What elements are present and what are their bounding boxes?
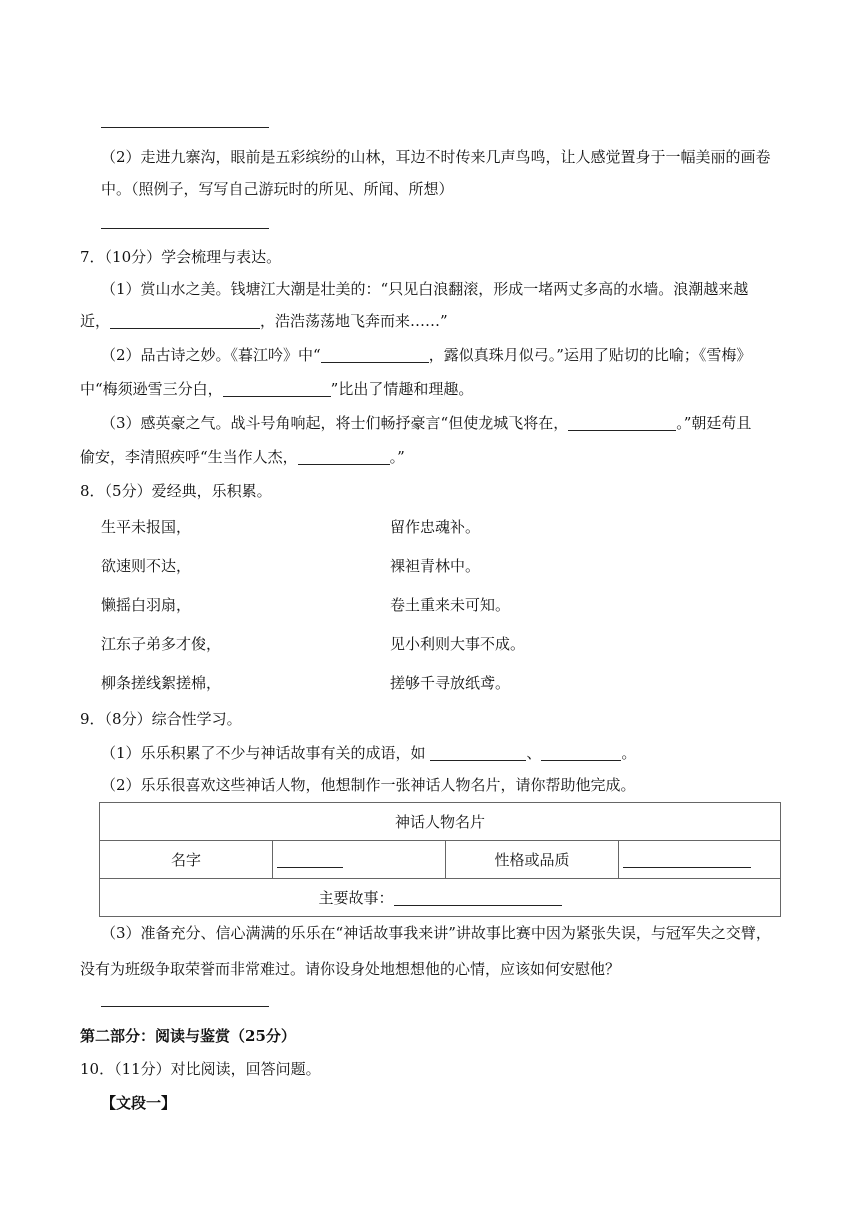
q10-section1: 【文段一】 [101,1094,177,1112]
card-title: 神话人物名片 [100,803,781,841]
q9-item1: （1）乐乐积累了不少与神话故事有关的成语，如 、 。 [101,744,637,762]
q10-header: 10．（11分）对比阅读，回答问题。 [80,1060,321,1078]
q9-item2: （2）乐乐很喜欢这些神话人物，他想制作一张神话人物名片，请你帮助他完成。 [101,776,636,794]
blank-q7-5[interactable] [298,448,390,465]
q8-left-2[interactable]: 懒摇白羽扇， [101,596,192,614]
q8-right-2[interactable]: 卷土重来未可知。 [390,596,511,614]
card-name-label: 名字 [100,841,273,879]
q9-item3-line2: 没有为班级争取荣誉而非常难过。请你设身处地想想他的心情，应该如何安慰他？ [80,960,621,978]
q6-item2-line2: 中。（照例子，写写自己游玩时的所见、所闻、所想） [101,180,454,198]
q8-left-3[interactable]: 江东子弟多才俊， [101,635,222,653]
blank-q7-1[interactable] [110,312,260,329]
q8-left-0[interactable]: 生平未报国， [101,518,192,536]
q8-left-1[interactable]: 欲速则不达， [101,557,192,575]
card-name-blank[interactable] [277,851,343,868]
myth-character-card [99,802,781,917]
q8-header: 8．（5分）爱经典，乐积累。 [80,482,272,500]
blank-q7-3[interactable] [223,380,331,397]
q9-item3-line1: （3）准备充分、信心满满的乐乐在“神话故事我来讲”讲故事比赛中因为紧张失误，与冠军失之交臂， [101,924,771,942]
q7-item3-line1: （3）感英豪之气。战斗号角响起，将士们畅抒豪言“但使龙城飞将在， 。”朝廷苟且 [101,414,752,432]
blank-q9-1[interactable] [430,744,526,761]
q7-item3-line2: 偷安，李清照疾呼“生当作人杰， 。” [80,448,405,466]
card-trait-label: 性格或品质 [446,841,619,879]
card-story-blank[interactable] [394,889,562,906]
answer-line-q9-3[interactable] [101,1005,269,1007]
card-trait-blank[interactable] [623,851,751,868]
q8-left-4[interactable]: 柳条搓线絮搓棉， [101,674,222,692]
q7-item2-line2: 中“梅须逊雪三分白， ”比出了情趣和理趣。 [80,380,474,398]
q7-item2-line1: （2）品古诗之妙。《暮江吟》中“ ，露似真珠月似弓。”运用了贴切的比喻；《雪梅》 [101,346,752,364]
q7-item1-line2: 近， ，浩浩荡荡地飞奔而来……” [80,312,448,330]
q7-item1-line1: （1）赏山水之美。钱塘江大潮是壮美的：“只见白浪翻滚，形成一堵两丈多高的水墙。浪潮越来越 [101,280,749,298]
card-trait-cell[interactable] [619,841,781,879]
q9-header: 9．（8分）综合性学习。 [80,710,242,728]
blank-q7-2[interactable] [321,346,429,363]
card-story-label: 主要故事： [318,889,394,907]
blank-q9-2[interactable] [541,744,621,761]
q7-header: 7．（10分）学会梳理与表达。 [80,248,282,266]
part2-header: 第二部分：阅读与鉴赏（25分） [80,1027,296,1045]
q8-right-0[interactable]: 留作忠魂补。 [390,518,481,536]
answer-line-q6-2[interactable] [101,227,269,229]
q8-right-1[interactable]: 裸袒青林中。 [390,557,481,575]
card-name-cell[interactable] [273,841,446,879]
q8-right-4[interactable]: 搓够千寻放纸鸢。 [390,674,511,692]
card-story-row[interactable] [100,879,781,917]
q6-item2-line1: （2）走进九寨沟，眼前是五彩缤纷的山林，耳边不时传来几声鸟鸣，让人感觉置身于一幅美丽的画卷 [101,148,771,166]
answer-line-q6-1[interactable] [101,126,269,128]
q8-right-3[interactable]: 见小利则大事不成。 [390,635,526,653]
blank-q7-4[interactable] [568,414,676,431]
